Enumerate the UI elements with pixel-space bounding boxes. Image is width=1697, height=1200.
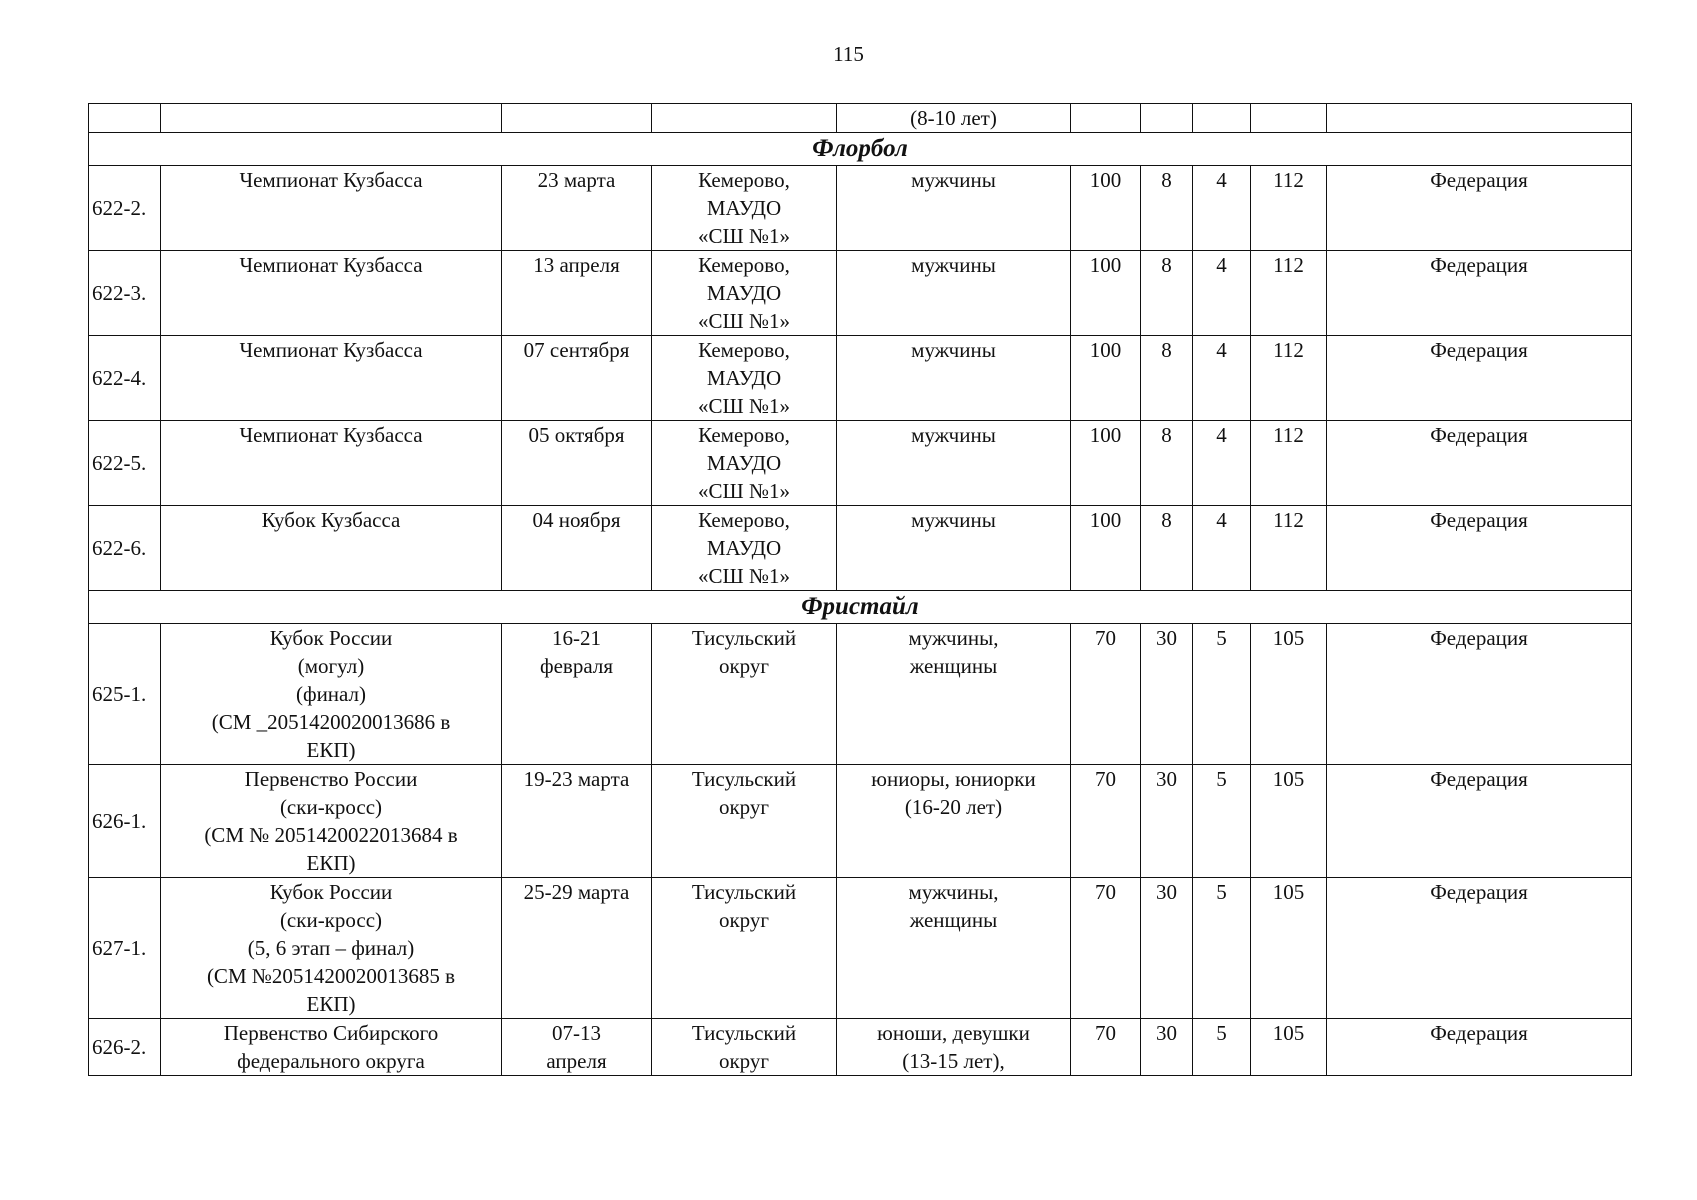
page-number: 115	[833, 42, 864, 66]
event-place: Кемерово, МАУДО «СШ №1»	[652, 421, 837, 506]
count-1: 100	[1071, 421, 1141, 506]
count-total: 112	[1251, 336, 1327, 421]
organizer: Федерация	[1327, 765, 1632, 878]
organizer: Федерация	[1327, 1019, 1632, 1076]
row-number: 622-5.	[89, 421, 161, 506]
count-1: 100	[1071, 506, 1141, 591]
organizer: Федерация	[1327, 336, 1632, 421]
event-date: 07-13 апреля	[502, 1019, 652, 1076]
count-3: 4	[1193, 336, 1251, 421]
organizer: Федерация	[1327, 878, 1632, 1019]
count-2: 8	[1141, 336, 1193, 421]
event-name: Чемпионат Кузбасса	[161, 166, 502, 251]
count-2: 8	[1141, 251, 1193, 336]
table-row	[89, 878, 1632, 1019]
count-3: 5	[1193, 765, 1251, 878]
event-date: 25-29 марта	[502, 878, 652, 1019]
count-total: 112	[1251, 251, 1327, 336]
organizer: Федерация	[1327, 624, 1632, 765]
count-1: 100	[1071, 166, 1141, 251]
event-place: Кемерово, МАУДО «СШ №1»	[652, 251, 837, 336]
table-row	[89, 421, 1632, 506]
row-number: 622-3.	[89, 251, 161, 336]
event-place: Кемерово, МАУДО «СШ №1»	[652, 336, 837, 421]
participants-cell: мужчины	[837, 336, 1071, 421]
count-2: 30	[1141, 624, 1193, 765]
count-3: 5	[1193, 1019, 1251, 1076]
count-total: 112	[1251, 166, 1327, 251]
table-row	[89, 765, 1632, 878]
event-name: Чемпионат Кузбасса	[161, 421, 502, 506]
count-2: 30	[1141, 878, 1193, 1019]
event-place: Тисульский округ	[652, 765, 837, 878]
count-total: 105	[1251, 878, 1327, 1019]
event-name: Первенство Сибирского федерального округа	[161, 1019, 502, 1076]
organizer: Федерация	[1327, 506, 1632, 591]
participants-cell: мужчины	[837, 166, 1071, 251]
count-3: 4	[1193, 421, 1251, 506]
count-2: 8	[1141, 421, 1193, 506]
participants-cell: (8-10 лет)	[837, 104, 1071, 133]
count-3: 4	[1193, 166, 1251, 251]
row-number: 622-6.	[89, 506, 161, 591]
event-place: Тисульский округ	[652, 878, 837, 1019]
table-row	[89, 1019, 1632, 1076]
table-row	[89, 624, 1632, 765]
count-1: 100	[1071, 336, 1141, 421]
section-header-row	[89, 133, 1632, 166]
count-total: 112	[1251, 506, 1327, 591]
participants-cell: юниоры, юниорки (16-20 лет)	[837, 765, 1071, 878]
count-1: 70	[1071, 1019, 1141, 1076]
table-row	[89, 251, 1632, 336]
event-place: Кемерово, МАУДО «СШ №1»	[652, 166, 837, 251]
participants-cell: мужчины, женщины	[837, 624, 1071, 765]
event-date: 13 апреля	[502, 251, 652, 336]
table-row	[89, 166, 1632, 251]
row-number: 622-2.	[89, 166, 161, 251]
row-number: 627-1.	[89, 878, 161, 1019]
section-header-row	[89, 591, 1632, 624]
participants-cell: мужчины	[837, 251, 1071, 336]
count-1: 70	[1071, 878, 1141, 1019]
count-total: 112	[1251, 421, 1327, 506]
event-name: Кубок Кузбасса	[161, 506, 502, 591]
event-date: 16-21 февраля	[502, 624, 652, 765]
event-date: 07 сентября	[502, 336, 652, 421]
event-name: Кубок России (ски-кросс) (5, 6 этап – финал) (СМ №2051420020013685 в ЕКП)	[161, 878, 502, 1019]
event-date: 23 марта	[502, 166, 652, 251]
event-name: Чемпионат Кузбасса	[161, 336, 502, 421]
participants-cell: мужчины	[837, 421, 1071, 506]
section-title: Фристайл	[89, 591, 1632, 624]
event-place: Тисульский округ	[652, 1019, 837, 1076]
organizer: Федерация	[1327, 421, 1632, 506]
count-1: 70	[1071, 765, 1141, 878]
row-number: 625-1.	[89, 624, 161, 765]
event-name: Первенство России (ски-кросс) (СМ № 2051420022013684 в ЕКП)	[161, 765, 502, 878]
event-name: Кубок России (могул) (финал) (СМ _2051420020013686 в ЕКП)	[161, 624, 502, 765]
count-total: 105	[1251, 765, 1327, 878]
event-name: Чемпионат Кузбасса	[161, 251, 502, 336]
participants-cell: мужчины	[837, 506, 1071, 591]
event-date: 04 ноября	[502, 506, 652, 591]
row-number: 622-4.	[89, 336, 161, 421]
count-2: 8	[1141, 506, 1193, 591]
table-row	[89, 506, 1632, 591]
count-total: 105	[1251, 624, 1327, 765]
count-2: 8	[1141, 166, 1193, 251]
count-1: 100	[1071, 251, 1141, 336]
participants-cell: юноши, девушки (13-15 лет),	[837, 1019, 1071, 1076]
organizer: Федерация	[1327, 251, 1632, 336]
count-3: 4	[1193, 251, 1251, 336]
event-date: 19-23 марта	[502, 765, 652, 878]
event-place: Кемерово, МАУДО «СШ №1»	[652, 506, 837, 591]
count-2: 30	[1141, 765, 1193, 878]
row-number: 626-2.	[89, 1019, 161, 1076]
table-row	[89, 104, 1632, 133]
count-3: 5	[1193, 624, 1251, 765]
organizer: Федерация	[1327, 166, 1632, 251]
table-row	[89, 336, 1632, 421]
count-2: 30	[1141, 1019, 1193, 1076]
count-3: 4	[1193, 506, 1251, 591]
count-1: 70	[1071, 624, 1141, 765]
section-title: Флорбол	[89, 133, 1632, 166]
participants-cell: мужчины, женщины	[837, 878, 1071, 1019]
events-table	[88, 103, 1632, 1076]
count-3: 5	[1193, 878, 1251, 1019]
row-number: 626-1.	[89, 765, 161, 878]
count-total: 105	[1251, 1019, 1327, 1076]
event-place: Тисульский округ	[652, 624, 837, 765]
event-date: 05 октября	[502, 421, 652, 506]
